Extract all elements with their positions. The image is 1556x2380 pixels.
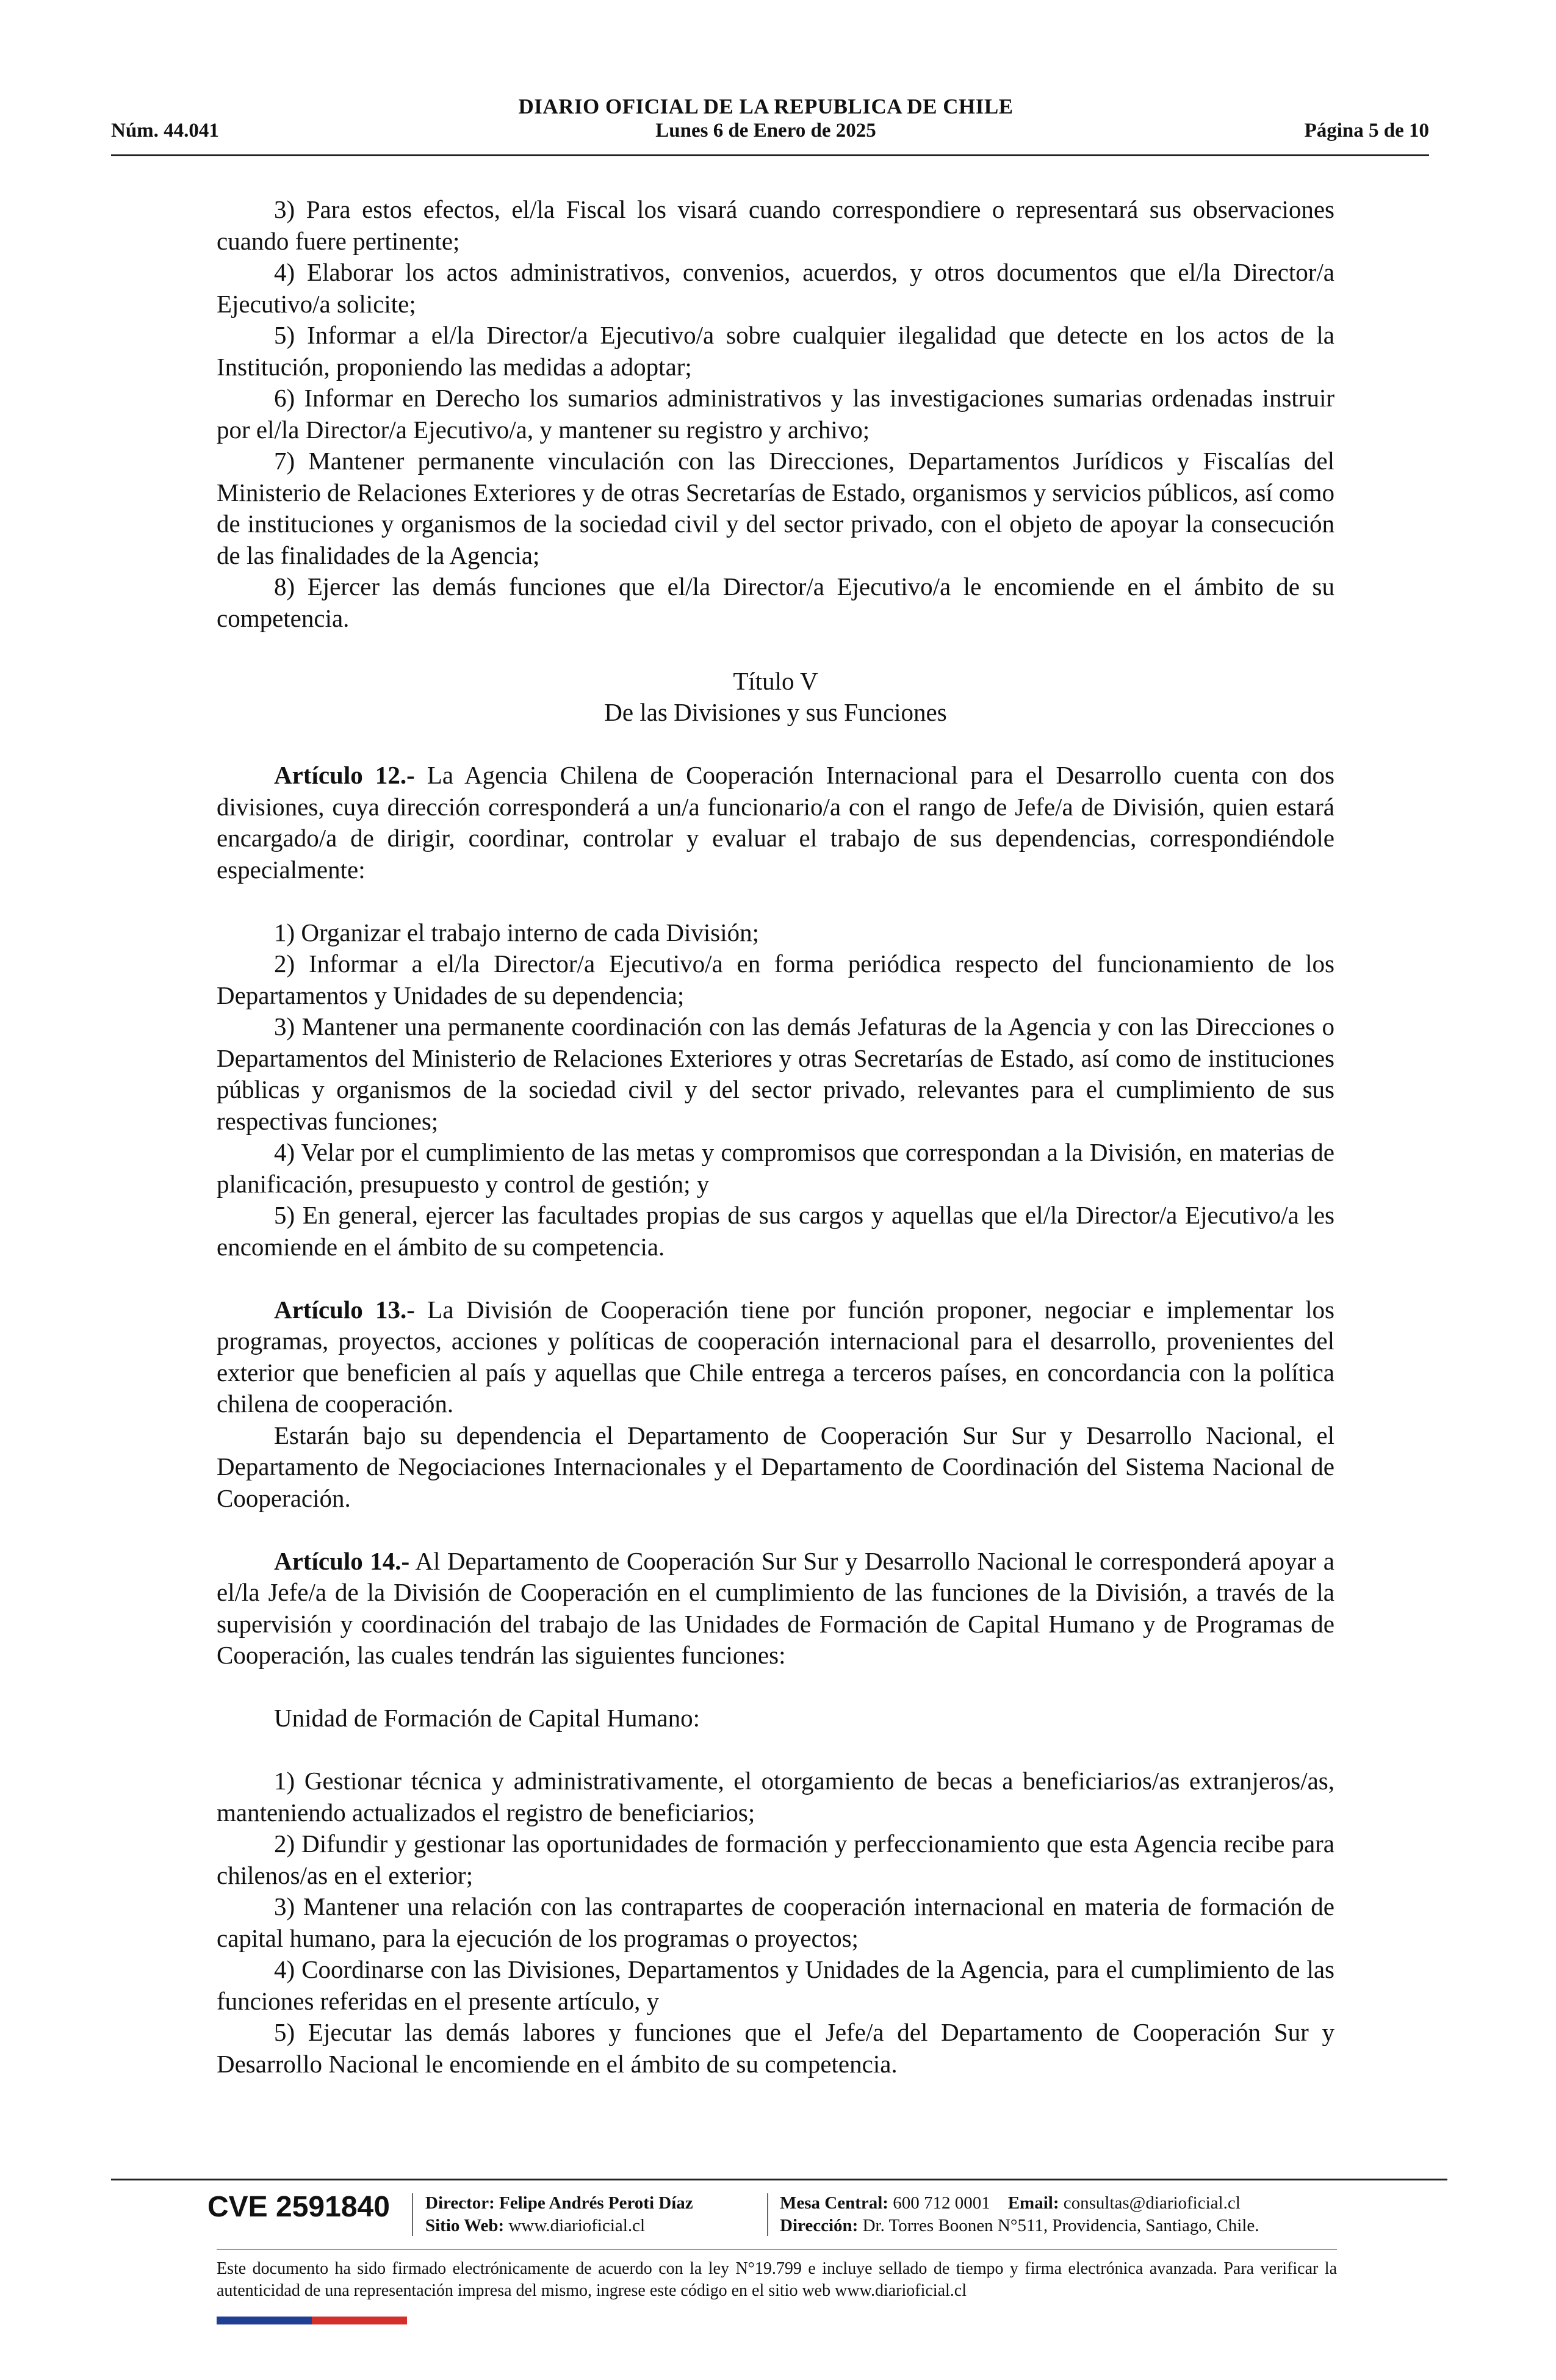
email-label: Email: xyxy=(1007,2193,1059,2213)
paragraph: 8) Ejercer las demás funciones que el/la Director/a Ejecutivo/a le encomiende en el ámbito de su competencia. xyxy=(217,572,1334,632)
paragraph: 3) Para estos efectos, el/la Fiscal los visará cuando correspondiere o representará sus observaciones cuando fuere pertinente; xyxy=(217,195,1334,255)
article-text: La División de Cooperación tiene por función proponer, negociar e implementar los programas, proyectos, acciones y políticas de cooperación internacional para el desarrollo, provenientes del exterior que beneficien al país y aquellas que Chile entrega a terceros países, en concordancia con la política chilena de cooperación. xyxy=(217,1295,1334,1418)
issue-number: Núm. 44.041 xyxy=(111,120,219,142)
paragraph: 6) Informar en Derecho los sumarios administrativos y las investigaciones sumarias ordenadas instruir por el/la Director/a Ejecutivo/a, y mantener su registro y archivo; xyxy=(217,384,1334,444)
contact-line xyxy=(780,2192,1259,2215)
flag-stripe xyxy=(217,2317,407,2324)
address-line xyxy=(780,2215,1259,2237)
list-item: 4) Velar por el cumplimiento de las metas y compromisos que correspondan a la División, en materias de planificación, presupuesto y control de gestión; y xyxy=(217,1138,1334,1198)
paragraph: 4) Elaborar los actos administrativos, convenios, acuerdos, y otros documentos que el/la Director/a Ejecutivo/a solicite; xyxy=(217,258,1334,318)
document-body xyxy=(217,194,1334,2080)
signature-note: Este documento ha sido firmado electrónicamente de acuerdo con la ley N°19.799 e incluye sellado de tiempo y firma electrónica avanzada. Para verificar la autenticidad de una representación impresa del mismo, ingrese este código en el sitio web www.diarioficial.cl xyxy=(217,2259,1337,2300)
email-link[interactable]: consultas@diarioficial.cl xyxy=(1059,2193,1241,2213)
publication-date: Lunes 6 de Enero de 2025 xyxy=(655,120,876,142)
list-item: 2) Informar a el/la Director/a Ejecutivo/a en forma periódica respecto del funcionamiento de los Departamentos y Unidades de su dependencia; xyxy=(217,950,1334,1009)
footer-divider xyxy=(111,2179,1447,2180)
article-13 xyxy=(217,1294,1334,1420)
section-subtitle: De las Divisiones y sus Funciones xyxy=(604,698,947,726)
paragraph: 5) Informar a el/la Director/a Ejecutivo/a sobre cualquier ilegalidad que detecte en los actos de la Institución, proponiendo las medidas a adoptar; xyxy=(217,321,1334,381)
footer-separator xyxy=(767,2193,768,2236)
cve-code: CVE 2591840 xyxy=(207,2191,390,2223)
website-label: Sitio Web: xyxy=(425,2216,505,2235)
address-value: Dr. Torres Boonen N°511, Providencia, Santiago, Chile. xyxy=(858,2216,1259,2235)
article-label: Artículo 13.- xyxy=(274,1295,415,1324)
list-item: 2) Difundir y gestionar las oportunidades de formación y perfeccionamiento que esta Agencia recibe para chilenos/as en el exterior; xyxy=(217,1830,1334,1889)
mesa-label: Mesa Central: xyxy=(780,2193,888,2213)
website-line xyxy=(425,2215,693,2237)
list-item: 3) Mantener una relación con las contrapartes de cooperación internacional en materia de formación de capital humano, para la ejecución de los programas o proyectos; xyxy=(217,1892,1334,1952)
article-label: Artículo 14.- xyxy=(274,1546,410,1575)
list-item: 1) Gestionar técnica y administrativamente, el otorgamiento de becas a beneficiarios/as extranjeros/as, manteniendo actualizados el registro de beneficiarios; xyxy=(217,1767,1334,1826)
article-label: Artículo 12.- xyxy=(274,761,415,789)
director-label: Director: xyxy=(425,2193,495,2213)
paragraph: Estarán bajo su dependencia el Departamento de Cooperación Sur Sur y Desarrollo Nacional, el Departamento de Negociaciones Internacionales y el Departamento de Coordinación del Sistema Nacional de Cooperación. xyxy=(217,1421,1334,1512)
footer-contact-block xyxy=(780,2192,1259,2237)
director-name: Felipe Andrés Peroti Díaz xyxy=(494,2193,693,2213)
article-text: La Agencia Chilena de Cooperación Internacional para el Desarrollo cuenta con dos divisiones, cuya dirección corresponderá a un/a funcionario/a con el rango de Jefe/a de División, quien estará encargado/a de dirigir, coordinar, controlar y evaluar el trabajo de sus dependencias, correspondiéndole especialmente: xyxy=(217,761,1334,884)
paragraph: 7) Mantener permanente vinculación con las Direcciones, Departamentos Jurídicos y Fiscalías del Ministerio de Relaciones Exteriores y de otras Secretarías de Estado, organismos y servicios públicos, así como de instituciones y organismos de la sociedad civil y del sector privado, con el objeto de apoyar la consecución de las finalidades de la Agencia; xyxy=(217,447,1334,569)
article-12 xyxy=(217,760,1334,885)
article-14 xyxy=(217,1546,1334,1671)
list-item: 5) En general, ejercer las facultades propias de sus cargos y aquellas que el/la Director/a Ejecutivo/a les encomiende en el ámbito de su competencia. xyxy=(217,1201,1334,1261)
unit-heading: Unidad de Formación de Capital Humano: xyxy=(274,1704,700,1732)
list-item: 3) Mantener una permanente coordinación con las demás Jefaturas de la Agencia y con las Direcciones o Departamentos del Ministerio de Relaciones Exteriores y otras Secretarías de Estado, así como de instituciones públicas y organismos de la sociedad civil y del sector privado, relevantes para el cumplimiento de sus respectivas funciones; xyxy=(217,1012,1334,1135)
page-number: Página 5 de 10 xyxy=(1304,120,1429,142)
flag-red xyxy=(312,2317,407,2324)
list-item: 5) Ejecutar las demás labores y funciones que el Jefe/a del Departamento de Cooperación Sur y Desarrollo Nacional le encomiende en el ámbito de su competencia. xyxy=(217,2018,1334,2078)
list-item: 4) Coordinarse con las Divisiones, Departamentos y Unidades de la Agencia, para el cumplimiento de las funciones referidas en el presente artículo, y xyxy=(217,1955,1334,2015)
footer-note-divider xyxy=(217,2249,1337,2250)
header-divider xyxy=(111,154,1429,156)
director-line xyxy=(425,2192,693,2215)
footer-separator xyxy=(412,2193,413,2236)
list-item: 1) Organizar el trabajo interno de cada División; xyxy=(274,918,760,947)
address-label: Dirección: xyxy=(780,2216,859,2235)
mesa-value: 600 712 0001 xyxy=(888,2193,990,2213)
article-text: Al Departamento de Cooperación Sur Sur y Desarrollo Nacional le corresponderá apoyar a el/la Jefe/a de la División de Cooperación en el cumplimiento de las funciones de la División, a través de la supervisión y coordinación del trabajo de las Unidades de Formación de Capital Humano y de Programas de Cooperación, las cuales tendrán las siguientes funciones: xyxy=(217,1546,1334,1669)
publication-title: DIARIO OFICIAL DE LA REPUBLICA DE CHILE xyxy=(518,95,1014,118)
flag-blue xyxy=(217,2317,312,2324)
website-link[interactable]: www.diarioficial.cl xyxy=(504,2216,646,2235)
footer-director-block xyxy=(425,2192,693,2237)
section-title: Título V xyxy=(733,666,818,695)
